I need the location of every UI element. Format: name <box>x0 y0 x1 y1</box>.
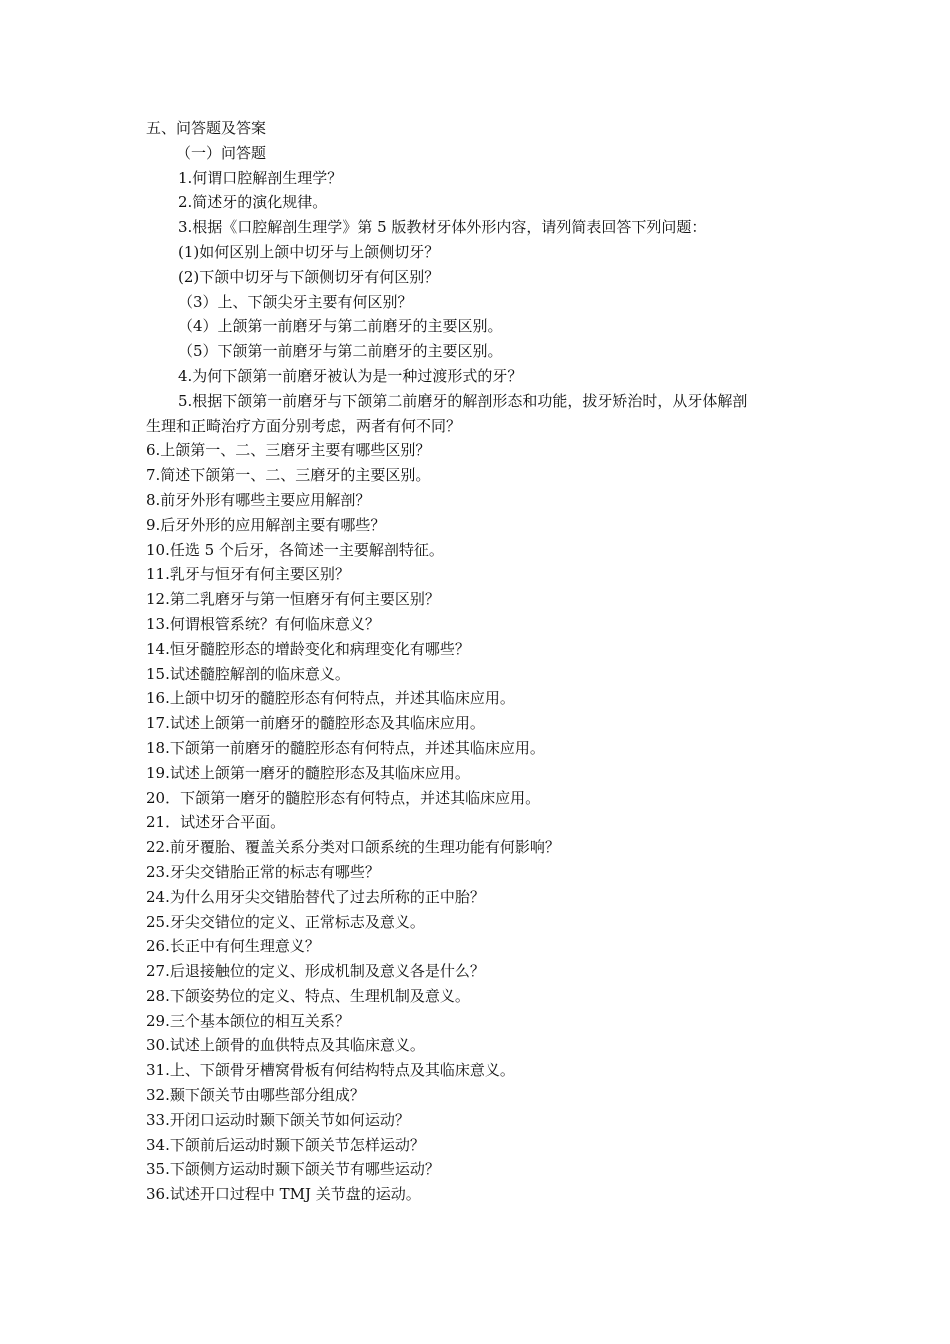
question-line: 21．试述牙合平面。 <box>146 813 286 832</box>
question-line: 35.下颌侧方运动时颞下颌关节有哪些运动？ <box>146 1160 440 1179</box>
sub-question-line: (2)下颌中切牙与下颌侧切牙有何区别？ <box>178 267 440 286</box>
question-line: 32.颞下颌关节由哪些部分组成？ <box>146 1086 365 1105</box>
question-line: 26.长正中有何生理意义？ <box>146 937 320 956</box>
question-line: 14.恒牙髓腔形态的增龄变化和病理变化有哪些？ <box>146 639 470 658</box>
question-line: 11.乳牙与恒牙有何主要区别？ <box>146 565 350 584</box>
sub-question-line: （5）下颌第一前磨牙与第二前磨牙的主要区别。 <box>178 342 503 361</box>
question-line: 29.三个基本颌位的相互关系？ <box>146 1011 350 1030</box>
question-line: 22.前牙覆胎、覆盖关系分类对口颌系统的生理功能有何影响？ <box>146 838 560 857</box>
question-line: 15.试述髓腔解剖的临床意义。 <box>146 664 350 683</box>
question-line: 36.试述开口过程中 TMJ 关节盘的运动。 <box>146 1185 421 1204</box>
question-line: 13.何谓根管系统？有何临床意义？ <box>146 614 380 633</box>
question-5-line-2: 生理和正畸治疗方面分别考虑，两者有何不同？ <box>146 416 462 435</box>
question-line: 2.简述牙的演化规律。 <box>178 193 328 212</box>
question-line: 4.为何下颌第一前磨牙被认为是一种过渡形式的牙？ <box>178 366 523 385</box>
question-line: 1.何谓口腔解剖生理学？ <box>178 168 343 187</box>
question-line: 10.任选 5 个后牙，各简述一主要解剖特征。 <box>146 540 444 559</box>
question-line: 30.试述上颌骨的血供特点及其临床意义。 <box>146 1036 425 1055</box>
section-title: 五、问答题及答案 <box>146 119 267 137</box>
question-5-line-1: 5.根据下颌第一前磨牙与下颌第二前磨牙的解剖形态和功能，拔牙矫治时，从牙体解剖 <box>178 391 748 410</box>
document-content <box>146 116 826 1207</box>
question-line: 7.简述下颌第一、二、三磨牙的主要区别。 <box>146 466 431 485</box>
question-line: 33.开闭口运动时颞下颌关节如何运动？ <box>146 1110 410 1129</box>
question-line: 28.下颌姿势位的定义、特点、生理机制及意义。 <box>146 986 470 1005</box>
question-line: 20．下颌第一磨牙的髓腔形态有何特点，并述其临床应用。 <box>146 788 541 807</box>
question-line: 27.后退接触位的定义、形成机制及意义各是什么？ <box>146 962 485 981</box>
question-line: 24.为什么用牙尖交错胎替代了过去所称的正中胎？ <box>146 887 485 906</box>
question-line: 3.根据《口腔解剖生理学》第 5 版教材牙体外形内容，请列简表回答下列问题： <box>178 218 707 237</box>
question-line: 34.下颌前后运动时颞下颌关节怎样运动？ <box>146 1135 425 1154</box>
question-line: 17.试述上颌第一前磨牙的髓腔形态及其临床应用。 <box>146 714 485 733</box>
question-line: 23.牙尖交错胎正常的标志有哪些？ <box>146 862 380 881</box>
question-line: 25.牙尖交错位的定义、正常标志及意义。 <box>146 912 425 931</box>
question-line: 8.前牙外形有哪些主要应用解剖？ <box>146 490 371 509</box>
question-line: 19.试述上颌第一磨牙的髓腔形态及其临床应用。 <box>146 763 470 782</box>
sub-question-line: （4）上颌第一前磨牙与第二前磨牙的主要区别。 <box>178 317 503 336</box>
question-line: 9.后牙外形的应用解剖主要有哪些？ <box>146 515 386 534</box>
question-line: 6.上颌第一、二、三磨牙主要有哪些区别？ <box>146 441 431 460</box>
question-line: 18.下颌第一前磨牙的髓腔形态有何特点，并述其临床应用。 <box>146 738 545 757</box>
sub-question-line: (1)如何区别上颌中切牙与上颌侧切牙？ <box>178 242 440 261</box>
question-line: 16.上颌中切牙的髓腔形态有何特点，并述其临床应用。 <box>146 689 515 708</box>
question-line: 12.第二乳磨牙与第一恒磨牙有何主要区别？ <box>146 590 440 609</box>
subsection-title: （一）问答题 <box>176 143 267 162</box>
sub-question-line: （3）上、下颌尖牙主要有何区别？ <box>178 292 413 311</box>
question-line: 31.上、下颌骨牙槽窝骨板有何结构特点及其临床意义。 <box>146 1061 515 1080</box>
